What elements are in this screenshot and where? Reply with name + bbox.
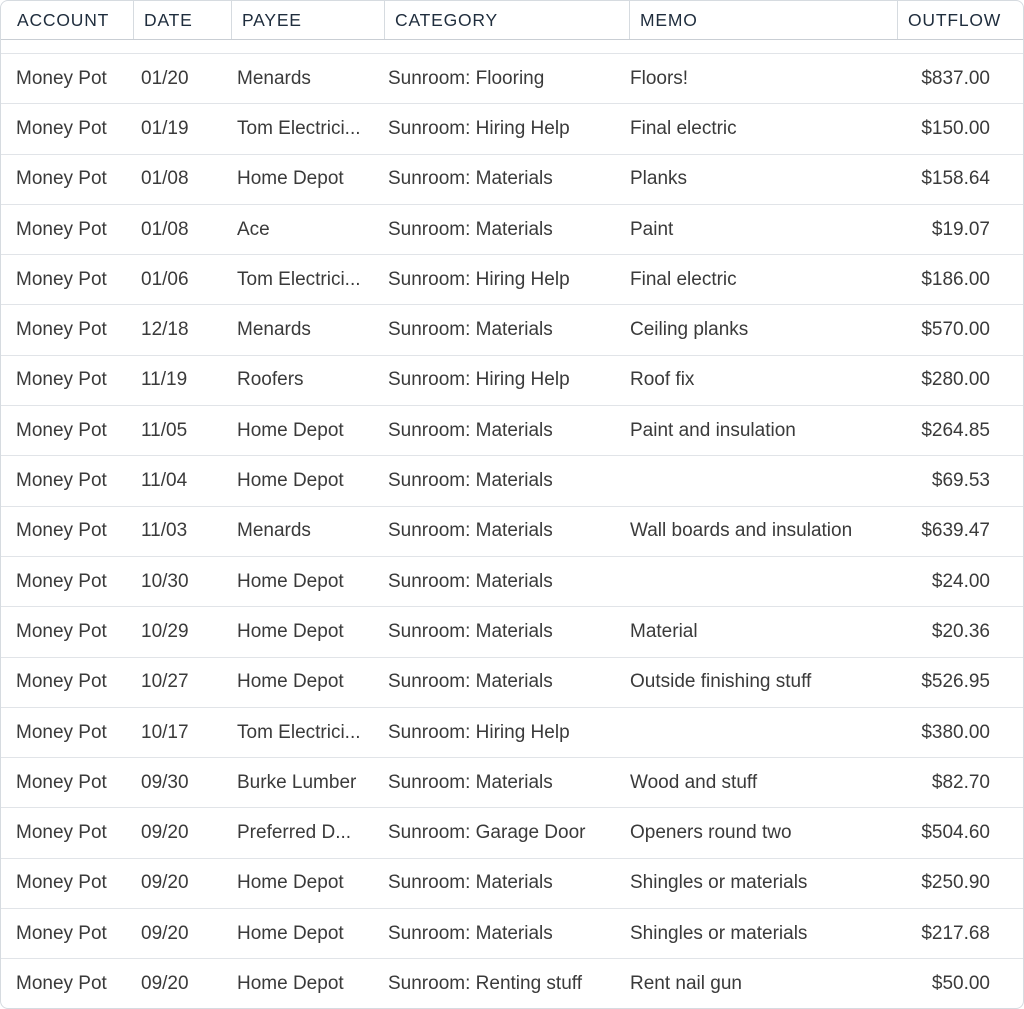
cell-memo: Final electric [630,117,737,139]
cell-memo: Material [630,620,698,642]
cell-payee: Home Depot [237,570,344,592]
cell-account: Money Pot [16,570,107,592]
cell-payee: Home Depot [237,972,344,994]
cell-account: Money Pot [16,168,107,190]
cell-account: Money Pot [16,872,107,894]
cell-memo: Paint [630,218,674,240]
cell-outflow: $526.95 [921,671,990,693]
cell-date: 09/30 [141,771,189,793]
cell-memo: Roof fix [630,369,695,391]
column-header-outflow[interactable]: OUTFLOW [908,10,1002,30]
cell-date: 10/27 [141,671,189,693]
table-row[interactable] [1,255,1023,305]
cell-memo: Shingles or materials [630,872,808,894]
table-body [1,54,1023,1009]
cell-category: Sunroom: Materials [388,319,553,341]
cell-memo: Planks [630,168,688,190]
cell-outflow: $837.00 [921,67,990,89]
table-row[interactable] [1,708,1023,758]
cell-account: Money Pot [16,218,107,240]
cell-date: 01/06 [141,268,189,290]
cell-outflow: $639.47 [921,520,990,542]
cell-date: 09/20 [141,822,189,844]
cell-payee: Home Depot [237,470,344,492]
cell-date: 11/04 [141,470,188,492]
cell-memo: Shingles or materials [630,922,808,944]
table-row[interactable] [1,406,1023,456]
cell-memo: Openers round two [630,822,792,844]
cell-outflow: $504.60 [921,822,990,844]
cell-date: 10/17 [141,721,189,743]
cell-date: 01/19 [141,117,189,139]
table-row[interactable] [1,557,1023,607]
cell-date: 10/29 [141,620,189,642]
cell-account: Money Pot [16,67,107,89]
cell-date: 09/20 [141,972,189,994]
table-row[interactable] [1,507,1023,557]
table-row[interactable] [1,305,1023,355]
column-header-payee[interactable]: PAYEE [232,1,385,39]
table-row[interactable] [1,356,1023,406]
column-header-account[interactable]: ACCOUNT [1,1,134,39]
cell-outflow: $24.00 [931,570,990,592]
table-row[interactable] [1,456,1023,506]
cell-payee: Home Depot [237,419,344,441]
cell-account: Money Pot [16,620,107,642]
cell-memo: Wood and stuff [630,771,758,793]
cell-payee: Home Depot [237,671,344,693]
cell-payee: Tom Electrici... [237,117,361,139]
cell-date: 12/18 [141,319,189,341]
table-header [1,1,1023,40]
cell-payee: Menards [237,67,311,89]
header-spacer [1,40,1023,54]
cell-account: Money Pot [16,671,107,693]
table-row[interactable] [1,909,1023,959]
cell-category: Sunroom: Materials [388,872,553,894]
cell-account: Money Pot [16,972,107,994]
cell-date: 11/05 [141,419,188,441]
cell-memo: Outside finishing stuff [630,671,812,693]
cell-memo: Rent nail gun [630,972,742,994]
cell-outflow: $280.00 [921,369,990,391]
cell-outflow: $69.53 [931,470,990,492]
cell-account: Money Pot [16,470,107,492]
cell-outflow: $186.00 [921,268,990,290]
cell-memo: Floors! [630,67,689,89]
cell-category: Sunroom: Materials [388,520,553,542]
cell-category: Sunroom: Materials [388,570,553,592]
cell-payee: Home Depot [237,922,344,944]
cell-date: 11/19 [141,369,188,391]
table-row[interactable] [1,658,1023,708]
cell-outflow: $264.85 [921,419,990,441]
cell-date: 09/20 [141,922,189,944]
cell-memo: Paint and insulation [630,419,796,441]
column-header-memo[interactable]: MEMO [630,1,898,39]
cell-category: Sunroom: Hiring Help [388,721,570,743]
cell-date: 11/03 [141,520,188,542]
cell-account: Money Pot [16,319,107,341]
cell-category: Sunroom: Hiring Help [388,369,570,391]
cell-category: Sunroom: Materials [388,419,553,441]
cell-payee: Home Depot [237,168,344,190]
cell-category: Sunroom: Materials [388,922,553,944]
cell-outflow: $150.00 [921,117,990,139]
cell-memo: Final electric [630,268,737,290]
cell-payee: Ace [237,218,270,240]
cell-account: Money Pot [16,268,107,290]
cell-account: Money Pot [16,117,107,139]
cell-outflow: $82.70 [931,771,990,793]
cell-category: Sunroom: Hiring Help [388,268,570,290]
cell-payee: Home Depot [237,620,344,642]
cell-account: Money Pot [16,520,107,542]
table-row[interactable] [1,808,1023,858]
cell-date: 01/08 [141,218,189,240]
cell-category: Sunroom: Garage Door [388,822,586,844]
column-header-category[interactable]: CATEGORY [385,1,630,39]
table-row[interactable] [1,155,1023,205]
cell-outflow: $250.90 [921,872,990,894]
cell-payee: Preferred D... [237,822,352,844]
cell-payee: Menards [237,520,311,542]
cell-category: Sunroom: Materials [388,671,553,693]
cell-date: 10/30 [141,570,189,592]
cell-account: Money Pot [16,721,107,743]
table-row[interactable] [1,859,1023,909]
table-row[interactable] [1,54,1023,104]
cell-category: Sunroom: Materials [388,168,553,190]
cell-payee: Burke Lumber [237,771,357,793]
cell-outflow: $380.00 [921,721,990,743]
cell-category: Sunroom: Materials [388,771,553,793]
cell-payee: Roofers [237,369,304,391]
cell-account: Money Pot [16,771,107,793]
cell-outflow: $50.00 [931,972,990,994]
cell-memo: Ceiling planks [630,319,749,341]
cell-category: Sunroom: Materials [388,620,553,642]
table-row[interactable] [1,758,1023,808]
cell-account: Money Pot [16,922,107,944]
cell-memo: Wall boards and insulation [630,520,853,542]
cell-account: Money Pot [16,822,107,844]
table-row[interactable] [1,959,1023,1009]
cell-date: 09/20 [141,872,189,894]
table-row[interactable] [1,205,1023,255]
cell-category: Sunroom: Renting stuff [388,972,582,994]
cell-outflow: $158.64 [921,168,990,190]
cell-category: Sunroom: Flooring [388,67,545,89]
cell-account: Money Pot [16,419,107,441]
table-row[interactable] [1,607,1023,657]
cell-account: Money Pot [16,369,107,391]
cell-category: Sunroom: Materials [388,218,553,240]
cell-category: Sunroom: Materials [388,470,553,492]
cell-payee: Home Depot [237,872,344,894]
column-header-date[interactable]: DATE [134,1,232,39]
cell-outflow: $570.00 [921,319,990,341]
cell-date: 01/08 [141,168,189,190]
cell-payee: Menards [237,319,311,341]
cell-outflow: $217.68 [921,922,990,944]
cell-payee: Tom Electrici... [237,268,361,290]
cell-outflow: $20.36 [931,620,990,642]
cell-payee: Tom Electrici... [237,721,361,743]
cell-outflow: $19.07 [931,218,990,240]
cell-date: 01/20 [141,67,189,89]
table-row[interactable] [1,104,1023,154]
cell-category: Sunroom: Hiring Help [388,117,570,139]
